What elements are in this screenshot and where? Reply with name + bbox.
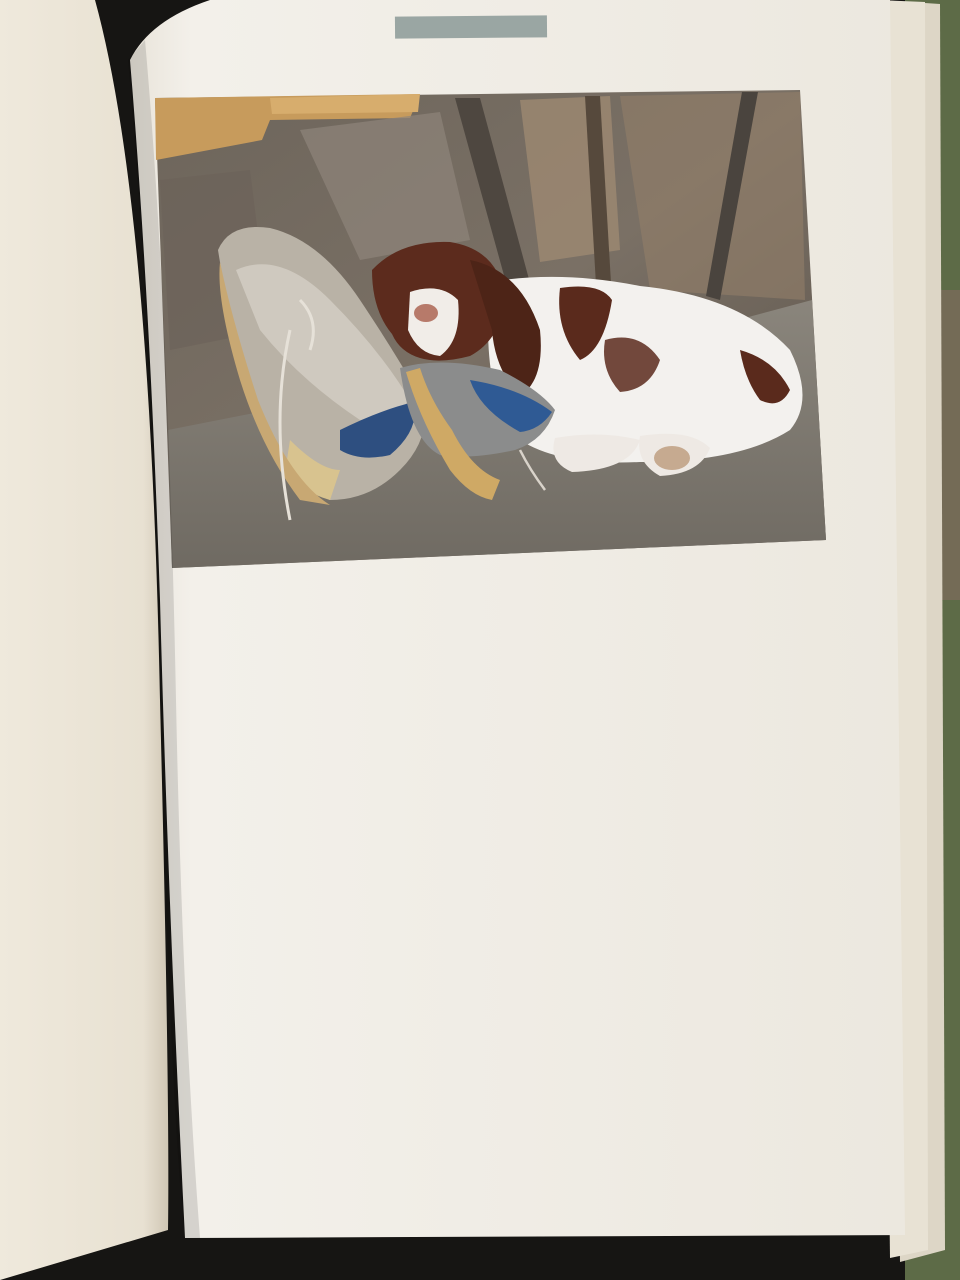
running-header [395, 15, 547, 38]
dog-with-shoes-photo [155, 90, 826, 568]
